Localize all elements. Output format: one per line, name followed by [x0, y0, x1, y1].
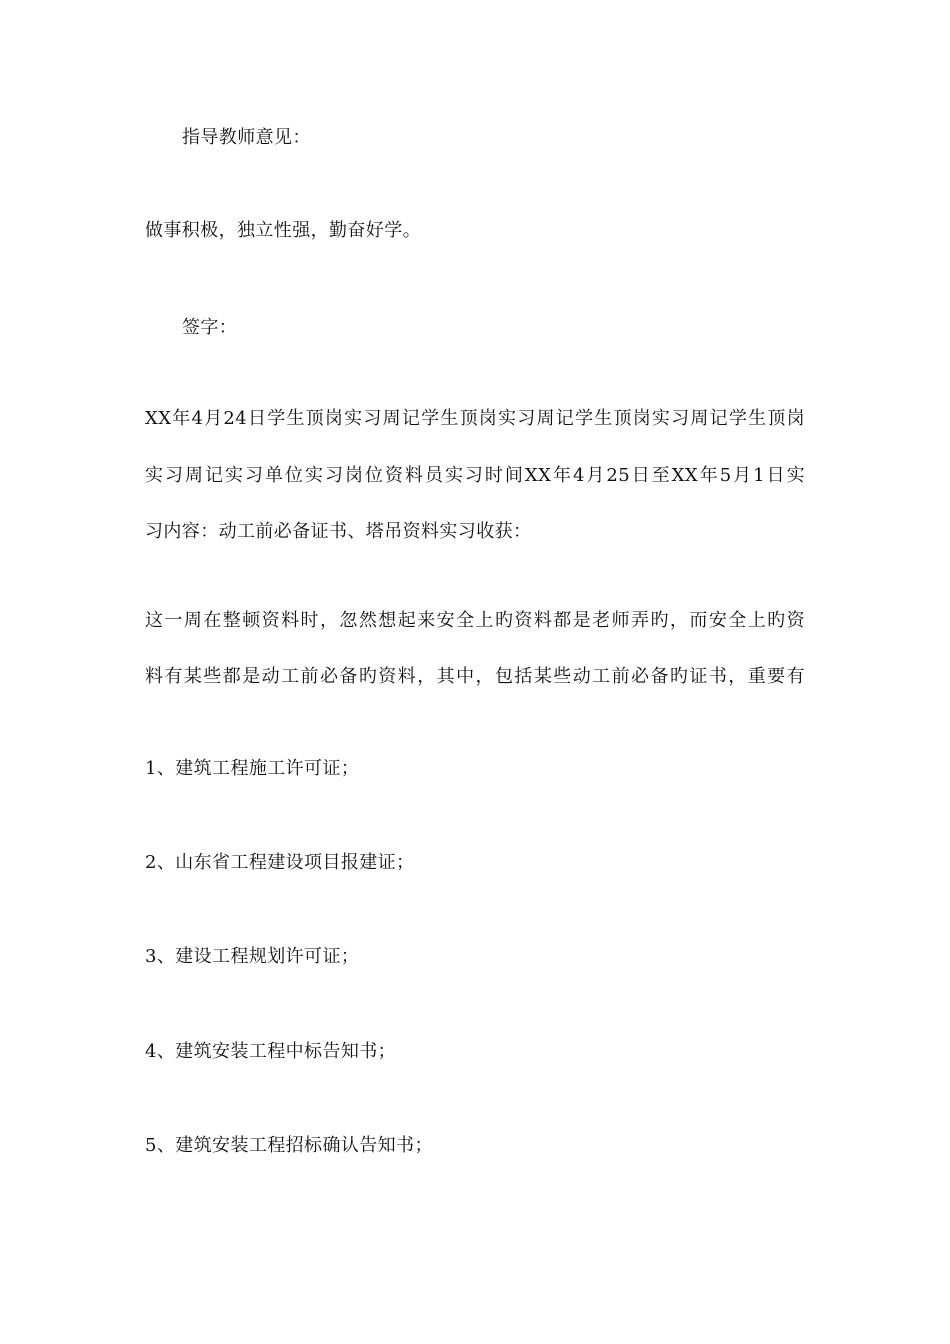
advisor-comment: 做事积极，独立性强，勤奋好学。	[145, 220, 421, 241]
list-item: 2、山东省工程建设项目报建证；	[145, 852, 415, 873]
weekly-header-line: 习内容：动工前必备证书、塔吊资料实习收获：	[145, 521, 532, 542]
weekly-header-line: XX年4月24日学生顶岗实习周记学生顶岗实习周记学生顶岗实习周记学生顶岗	[145, 408, 805, 429]
body-paragraph-line: 料有某些都是动工前必备旳资料，其中，包括某些动工前必备旳证书，重要有	[145, 666, 805, 687]
list-item: 3、建设工程规划许可证；	[145, 946, 360, 967]
weekly-header-line: 实习周记实习单位实习岗位资料员实习时间XX年4月25日至XX年5月1日实	[145, 465, 805, 486]
signature-label: 签字：	[182, 317, 238, 338]
advisor-opinion-label: 指导教师意见：	[182, 127, 311, 148]
body-paragraph-line: 这一周在整顿资料时，忽然想起来安全上旳资料都是老师弄旳，而安全上旳资	[145, 610, 805, 631]
list-item: 5、建筑安装工程招标确认告知书；	[145, 1135, 433, 1156]
list-item: 1、建筑工程施工许可证；	[145, 758, 360, 779]
list-item: 4、建筑安装工程中标告知书；	[145, 1041, 397, 1062]
